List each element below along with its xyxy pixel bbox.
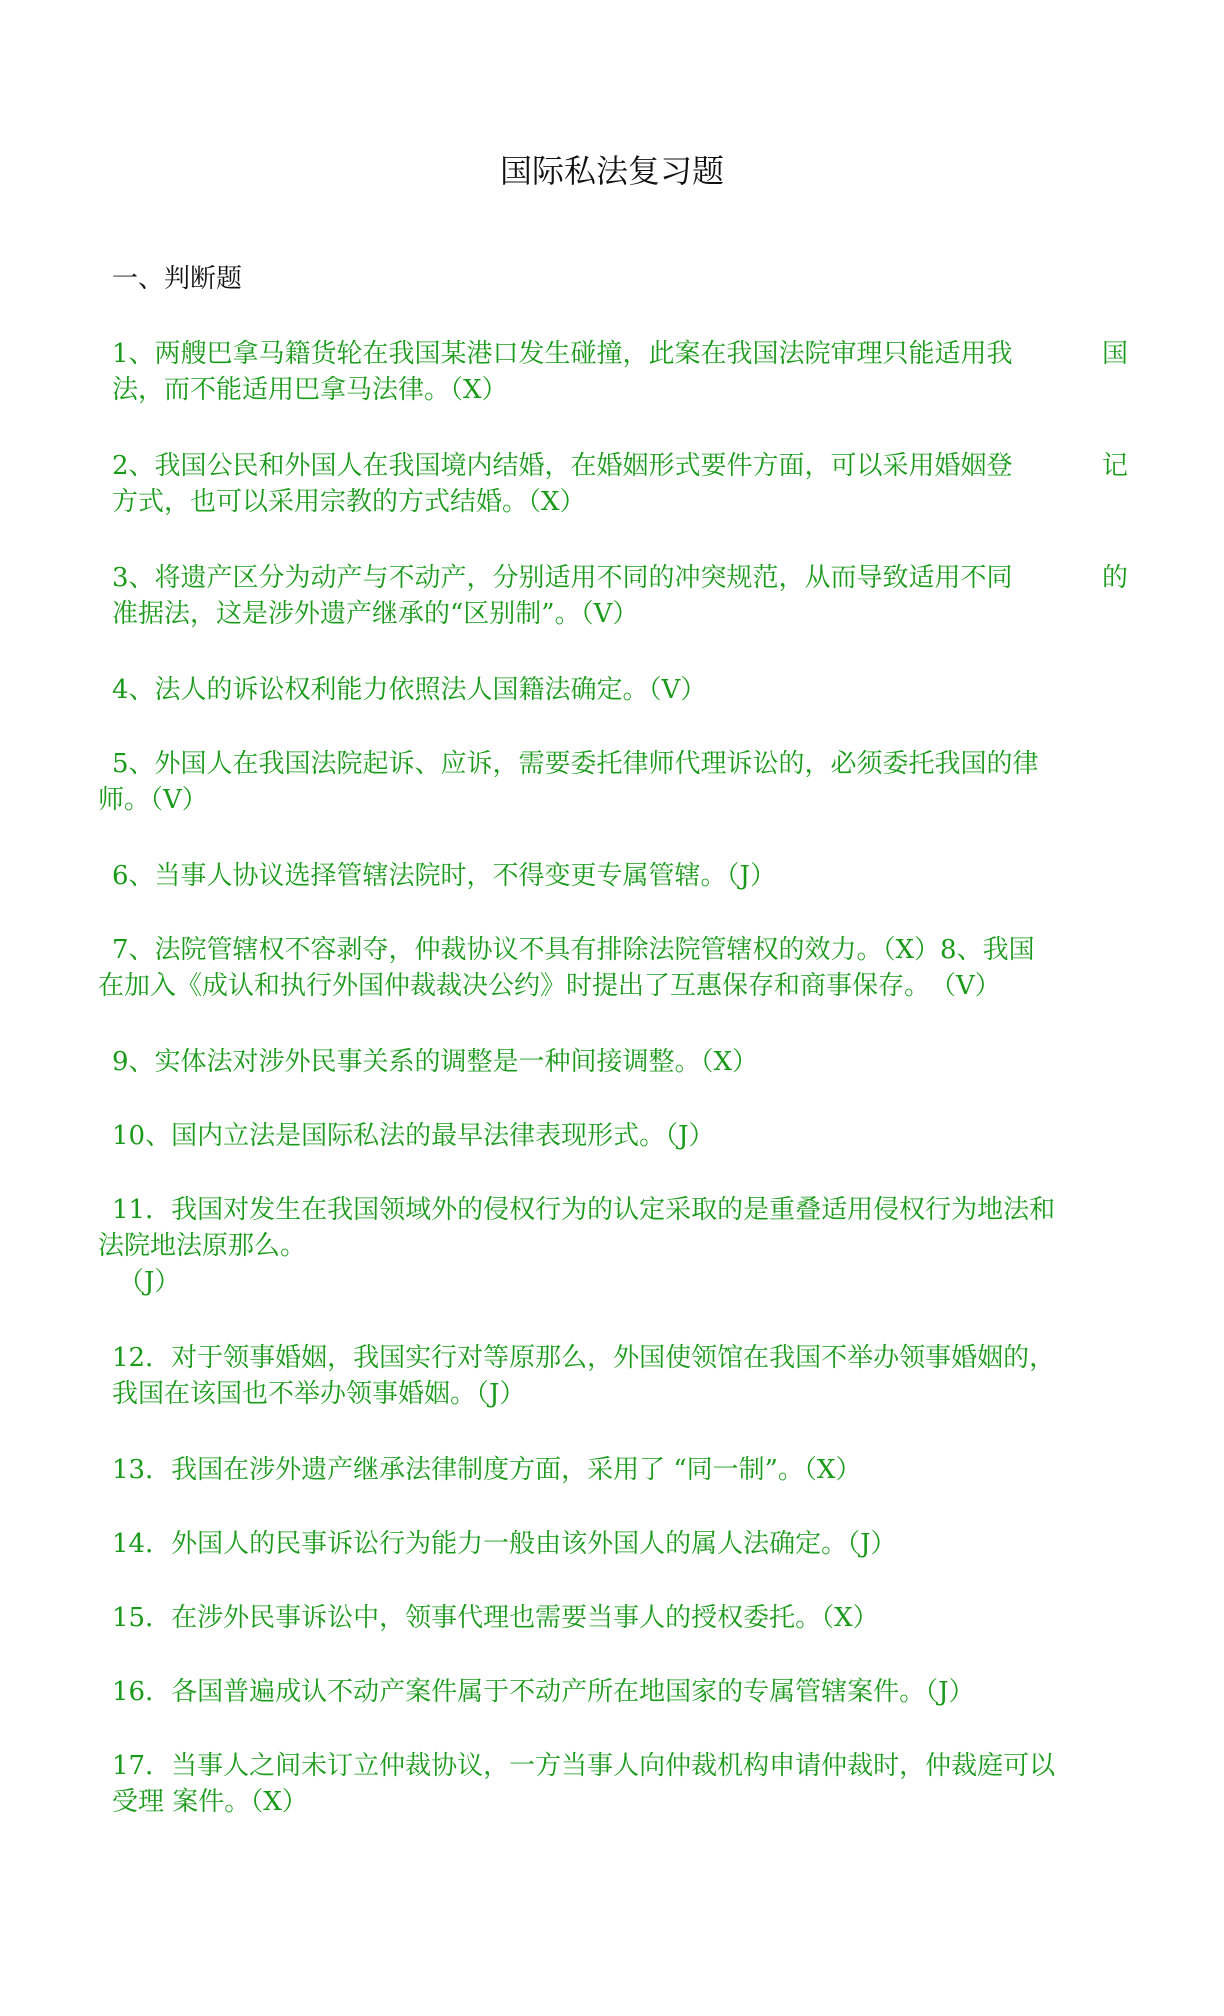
question-5: [98, 746, 1039, 818]
question-line: 11．我国对发生在我国领域外的侵权行为的认定采取的是重叠适用侵权行为地法和: [112, 1195, 1056, 1225]
question-line: 方式，也可以采用宗教的方式结婚。（X）: [112, 487, 586, 517]
question-line: 5、外国人在我国法院起诉、应诉，需要委托律师代理诉讼的，必须委托我国的律: [112, 749, 1039, 779]
question-text: 记: [1101, 451, 1128, 481]
question-line: 10、国内立法是国际私法的最早法律表现形式。（J）: [112, 1121, 715, 1151]
question-11: [98, 1192, 1056, 1300]
question-line: 在加入《成认和执行外国仲裁裁决公约》时提出了互惠保存和商事保存。 （V）: [98, 971, 1001, 1001]
question-text: 的: [1101, 563, 1128, 593]
question-9: [112, 1044, 758, 1080]
question-line: [112, 448, 1128, 484]
question-line: （J）: [118, 1267, 181, 1297]
question-13: [112, 1452, 861, 1488]
question-text: 3、将遗产区分为动产与不动产，分别适用不同的冲突规范，从而导致适用不同: [112, 563, 1013, 593]
question-7: [98, 932, 1035, 1004]
question-16: [112, 1674, 975, 1710]
page-title: 国际私法复习题: [499, 152, 724, 190]
question-line: 师。（V）: [98, 785, 208, 815]
question-text: 1、两艘巴拿马籍货轮在我国某港口发生碰撞，此案在我国法院审理只能适用我: [112, 339, 1013, 369]
question-10: [112, 1118, 715, 1154]
question-line: 13．我国在涉外遗产继承法律制度方面，采用了 “同一制”。（X）: [112, 1455, 862, 1485]
question-line: [112, 560, 1128, 596]
section-heading: 一、判断题: [112, 264, 243, 294]
question-line: 法院地法原那么。: [98, 1231, 307, 1261]
question-line: [112, 336, 1128, 372]
question-line: 我国在该国也不举办领事婚姻。（J）: [112, 1379, 526, 1409]
question-line: 法，而不能适用巴拿马法律。（X）: [112, 375, 508, 405]
question-14: [112, 1526, 897, 1562]
question-2: [112, 448, 1128, 520]
question-line: 15．在涉外民事诉讼中，领事代理也需要当事人的授权委托。（X）: [112, 1603, 879, 1633]
question-15: [112, 1600, 879, 1636]
question-1: [112, 336, 1128, 408]
question-17: [112, 1748, 1055, 1820]
question-line: 17．当事人之间未订立仲裁协议，一方当事人向仲裁机构申请仲裁时，仲裁庭可以: [112, 1751, 1056, 1781]
question-line: 7、法院管辖权不容剥夺，仲裁协议不具有排除法院管辖权的效力。（X）8、我国: [112, 935, 1035, 965]
question-line: 14．外国人的民事诉讼行为能力一般由该外国人的属人法确定。（J）: [112, 1529, 897, 1559]
question-12: [112, 1340, 1055, 1412]
question-4: [112, 672, 706, 708]
question-line: 准据法，这是涉外遗产继承的“区别制”。（V）: [112, 599, 639, 629]
question-text: 国: [1101, 339, 1128, 369]
question-line: 4、法人的诉讼权利能力依照法人国籍法确定。（V）: [112, 675, 707, 705]
question-3: [112, 560, 1128, 632]
question-line: 9、实体法对涉外民事关系的调整是一种间接调整。（X）: [112, 1047, 759, 1077]
question-6: [112, 858, 776, 894]
question-line: 6、当事人协议选择管辖法院时，不得变更专属管辖。（J）: [112, 861, 776, 891]
question-line: 受理 案件。（X）: [112, 1787, 308, 1817]
question-line: 16．各国普遍成认不动产案件属于不动产所在地国家的专属管辖案件。（J）: [112, 1677, 975, 1707]
question-text: 2、我国公民和外国人在我国境内结婚，在婚姻形式要件方面，可以采用婚姻登: [112, 451, 1013, 481]
question-line: 12．对于领事婚姻，我国实行对等原那么，外国使领馆在我国不举办领事婚姻的，: [112, 1343, 1056, 1373]
